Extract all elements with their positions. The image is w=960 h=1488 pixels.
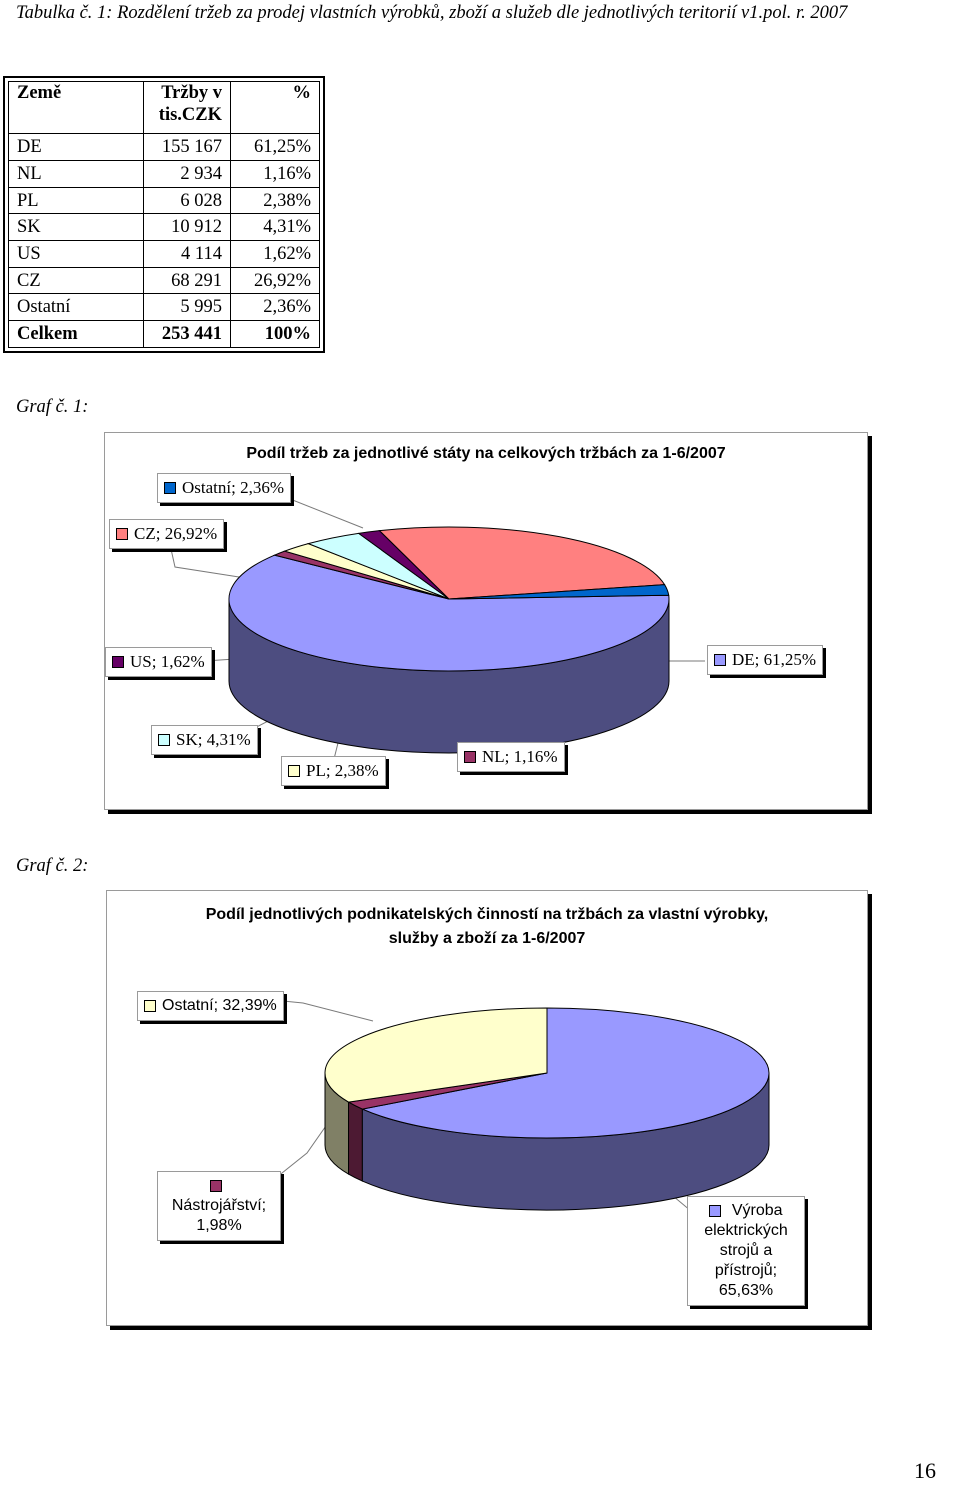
cell-percent: 1,62% — [231, 241, 320, 268]
table-row — [9, 241, 320, 268]
sales-table-frame — [3, 76, 325, 353]
slice-label-text: Ostatní; 32,39% — [162, 997, 277, 1014]
cell-country: NL — [9, 160, 144, 187]
header-country: Země — [9, 82, 144, 134]
cell-total-percent: 100% — [231, 321, 320, 348]
table-row — [9, 267, 320, 294]
slice-label-vyroba — [687, 1196, 805, 1306]
legend-swatch — [210, 1180, 222, 1192]
legend-swatch — [164, 482, 176, 494]
chart-1-frame — [104, 432, 868, 810]
legend-swatch — [714, 654, 726, 666]
cell-percent: 61,25% — [231, 134, 320, 161]
slice-label-cz — [109, 519, 224, 549]
slice-label-text: DE; 61,25% — [732, 650, 817, 669]
pie-slice-side — [349, 1102, 363, 1181]
cell-country: SK — [9, 214, 144, 241]
table-row — [9, 214, 320, 241]
slice-label-text: CZ; 26,92% — [134, 524, 218, 543]
cell-country: US — [9, 241, 144, 268]
cell-percent: 2,38% — [231, 187, 320, 214]
table-caption: Tabulka č. 1: Rozdělení tržeb za prodej vlastních výrobků, zboží a služeb dle jednotlivých teritorií v1.pol. r. 2007 — [16, 3, 848, 23]
cell-revenue: 155 167 — [144, 134, 231, 161]
chart-2-title: Podíl jednotlivých podnikatelských činností na tržbách za vlastní výrobky, služby a zboží za 1-6/2007 — [205, 906, 769, 947]
slice-label-us — [105, 647, 212, 677]
table-row — [9, 160, 320, 187]
slice-label-nastrojarstvi — [157, 1171, 281, 1241]
header-percent: % — [231, 82, 320, 134]
cell-revenue: 2 934 — [144, 160, 231, 187]
slice-label-text: Výroba elektrických strojů a přístrojů; 65,63% — [704, 1202, 788, 1299]
slice-label-nl — [457, 742, 565, 772]
cell-revenue: 6 028 — [144, 187, 231, 214]
slice-label-ostatni — [157, 473, 291, 503]
legend-swatch — [158, 734, 170, 746]
header-revenue: Tržby v tis.CZK — [144, 82, 231, 134]
slice-label-text: PL; 2,38% — [306, 761, 379, 780]
cell-revenue: 4 114 — [144, 241, 231, 268]
slice-label-de — [707, 645, 823, 675]
leader-line — [171, 549, 239, 577]
legend-swatch — [112, 656, 124, 668]
cell-revenue: 10 912 — [144, 214, 231, 241]
table-row — [9, 294, 320, 321]
cell-revenue: 5 995 — [144, 294, 231, 321]
table-header-row — [9, 82, 320, 134]
slice-label-ostatni — [137, 991, 284, 1021]
slice-label-text: SK; 4,31% — [176, 730, 251, 749]
graf2-label: Graf č. 2: — [16, 856, 89, 876]
cell-revenue: 68 291 — [144, 267, 231, 294]
cell-percent: 26,92% — [231, 267, 320, 294]
slice-label-sk — [151, 725, 258, 755]
cell-country: CZ — [9, 267, 144, 294]
cell-country: DE — [9, 134, 144, 161]
table-row — [9, 187, 320, 214]
page-number: 16 — [914, 1458, 936, 1483]
slice-label-pl — [281, 756, 386, 786]
cell-percent: 1,16% — [231, 160, 320, 187]
leader-line — [283, 1001, 373, 1021]
legend-swatch — [288, 765, 300, 777]
cell-country: PL — [9, 187, 144, 214]
cell-total-label: Celkem — [9, 321, 144, 348]
slice-label-text: US; 1,62% — [130, 652, 205, 671]
cell-country: Ostatní — [9, 294, 144, 321]
slice-label-text: Ostatní; 2,36% — [182, 478, 284, 497]
slice-label-text: NL; 1,16% — [482, 747, 558, 766]
cell-percent: 4,31% — [231, 214, 320, 241]
graf1-label: Graf č. 1: — [16, 397, 89, 417]
table-row — [9, 134, 320, 161]
legend-swatch — [464, 751, 476, 763]
cell-percent: 2,36% — [231, 294, 320, 321]
legend-swatch — [709, 1205, 721, 1217]
cell-total-revenue: 253 441 — [144, 321, 231, 348]
chart-2-frame — [106, 890, 868, 1326]
chart-1-title: Podíl tržeb za jednotlivé státy na celkových tržbách za 1-6/2007 — [246, 445, 726, 462]
slice-label-text: Nástrojářství; 1,98% — [171, 1197, 267, 1234]
sales-by-territory-table — [8, 81, 320, 348]
legend-swatch — [144, 1000, 156, 1012]
table-total-row — [9, 321, 320, 348]
legend-swatch — [116, 528, 128, 540]
